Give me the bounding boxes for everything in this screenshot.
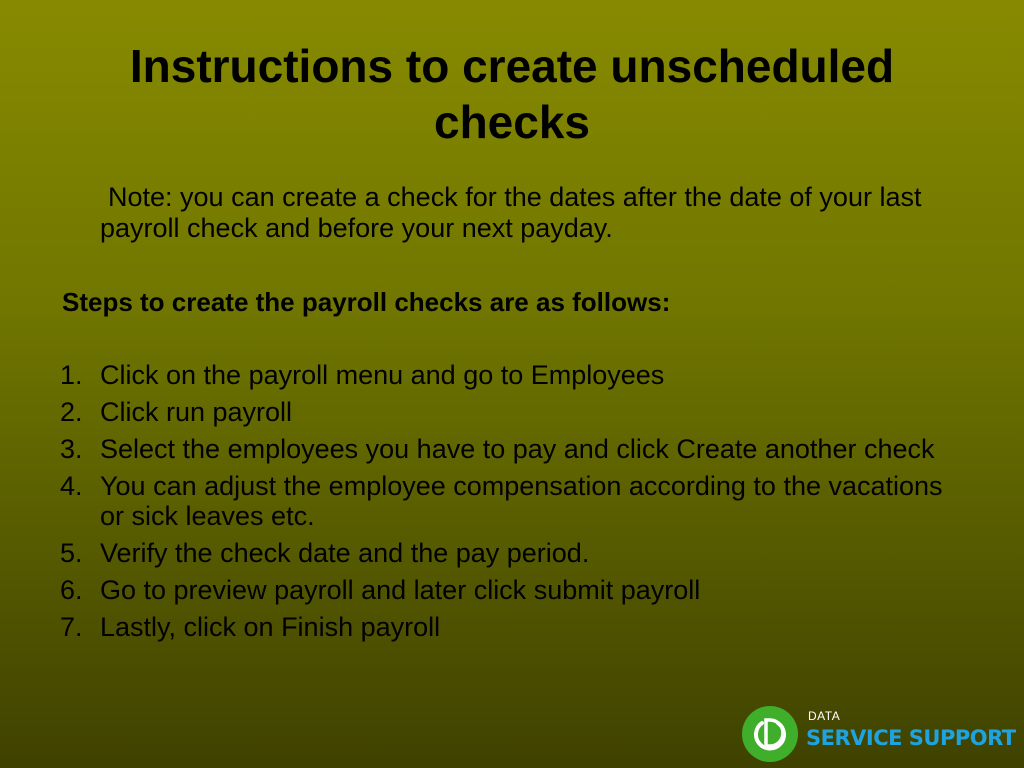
power-d-icon (742, 706, 798, 762)
step-number: 5. (60, 538, 83, 568)
step-number: 3. (60, 434, 83, 464)
step-text: Lastly, click on Finish payroll (100, 612, 441, 642)
step-text: Verify the check date and the pay period. (100, 538, 590, 568)
step-number: 6. (60, 575, 83, 605)
step-item (60, 612, 960, 642)
note-text: Note: you can create a check for the dates after the date of your last payroll check and before your next payday. (100, 182, 922, 243)
step-number: 1. (60, 360, 83, 390)
step-item (60, 471, 960, 531)
steps-list (60, 360, 960, 649)
step-number: 7. (60, 612, 83, 642)
step-item (60, 575, 960, 605)
step-number: 4. (60, 471, 83, 501)
step-text: You can adjust the employee compensation according to the vacations or sick leaves etc. (100, 471, 943, 531)
slide-title: Instructions to create unscheduled checks (129, 40, 895, 148)
step-text: Select the employees you have to pay and click Create another check (100, 434, 935, 464)
step-item (60, 434, 960, 464)
step-text: Click run payroll (100, 397, 293, 427)
logo-big-text: SERVICE SUPPORT (806, 726, 1016, 750)
step-number: 2. (60, 397, 83, 427)
step-text: Click on the payroll menu and go to Employees (100, 360, 665, 390)
step-item (60, 538, 960, 568)
company-logo (742, 706, 1018, 764)
step-text: Go to preview payroll and later click submit payroll (100, 575, 701, 605)
step-item (60, 360, 960, 390)
logo-small-text: DATA (808, 709, 841, 723)
step-item (60, 397, 960, 427)
steps-heading: Steps to create the payroll checks are as follows: (62, 287, 671, 317)
